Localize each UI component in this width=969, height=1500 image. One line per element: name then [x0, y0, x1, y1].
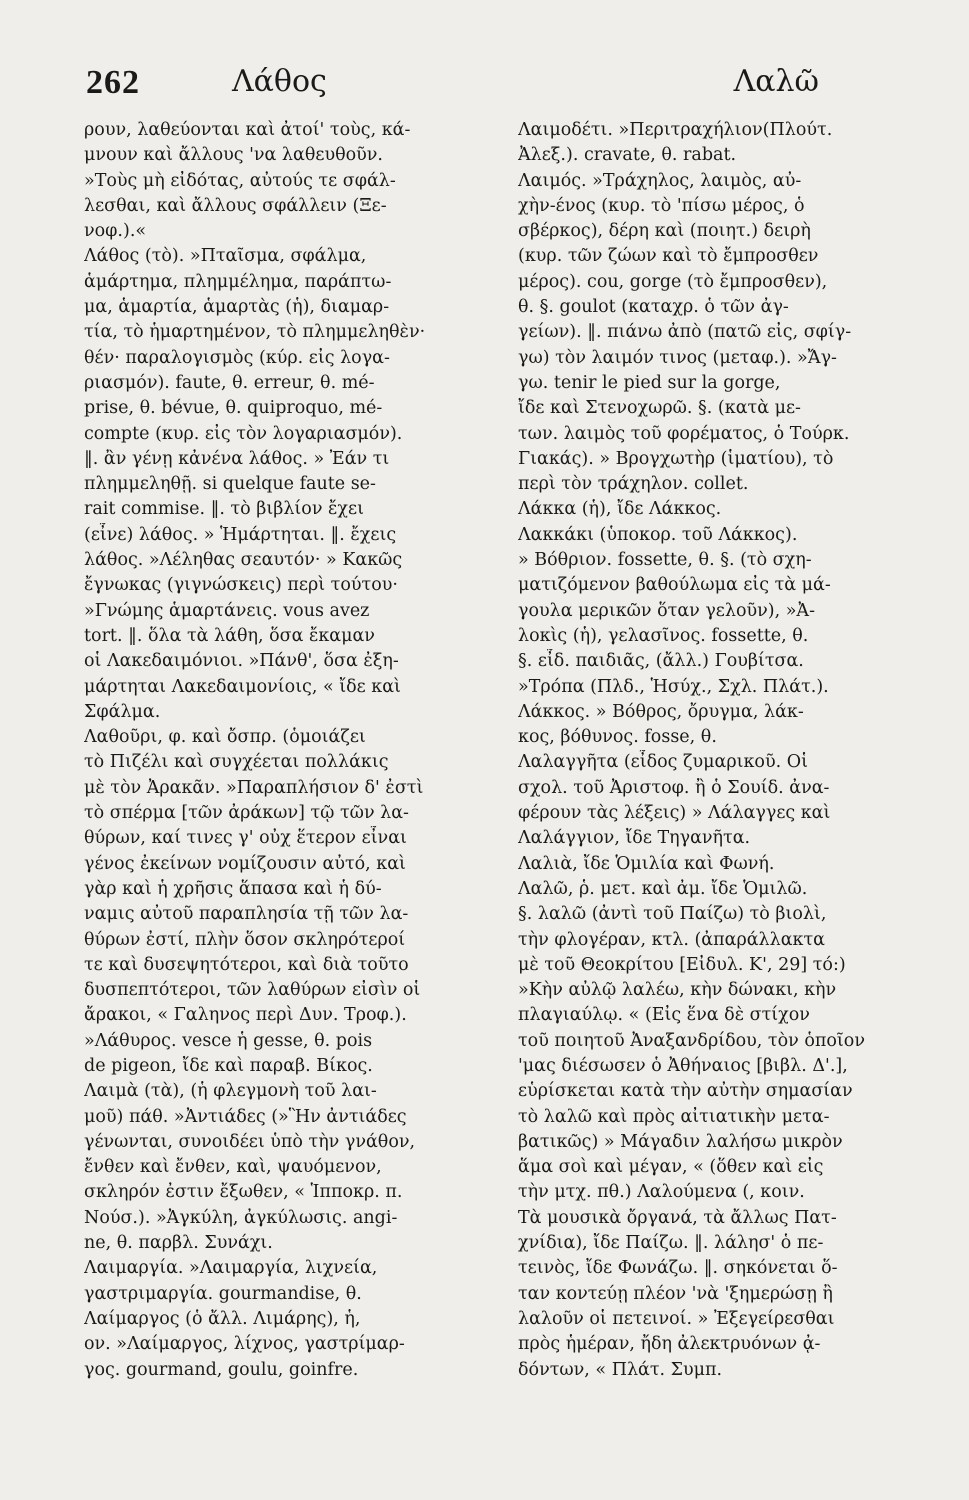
text-line: χὴν-ένος (κυρ. τὸ 'πίσω μέρος, ὁ: [518, 195, 805, 216]
text-line: λάθος. »Λέληθας σεαυτόν· » Κακῶς: [84, 550, 403, 571]
text-line: ἔνθεν καὶ ἔνθεν, καὶ, ψαυόμενον,: [84, 1157, 382, 1178]
text-line: Σφάλμα.: [84, 701, 161, 722]
text-line: βατικῶς) » Μάγαδιν λαλήσω μικρὸν: [518, 1131, 843, 1152]
right-guide-word: Λαλῶ: [733, 64, 819, 99]
text-line: »Λάθυρος. vesce ἡ gesse, θ. pois: [84, 1030, 373, 1051]
text-line: ne, θ. παρβλ. Συνάχι.: [84, 1233, 273, 1254]
text-line: λεσθαι, καὶ ἄλλους σφάλλειν (Ξε-: [84, 195, 387, 216]
left-guide-word: Λάθος: [232, 64, 327, 99]
left-column: [84, 118, 486, 1383]
text-line: θύρων ἐστί, πλὴν ὅσον σκληρότεροί: [84, 929, 406, 950]
text-line: ‖. ἂν γένῃ κἀνένα λάθος. » Ἐάν τι: [84, 448, 390, 469]
text-line: λαλοῦν οἱ πετεινοί. » Ἐξεγείρεσθαι: [518, 1308, 835, 1329]
text-line: »Τρόπα (Πλδ., Ἡσύχ., Σχλ. Πλάτ.).: [518, 676, 829, 697]
text-line: μνουν καὶ ἄλλους 'να λαθευθοῦν.: [84, 145, 383, 166]
text-line: 'μας διέσωσεν ὁ Ἀθήναιος [βιβλ. Δ'.],: [518, 1055, 848, 1076]
text-line: Λαλαγγῆτα (εἶδος ζυμαρικοῦ. Οἱ: [518, 752, 808, 773]
text-line: μὲ τοῦ Θεοκρίτου [Εἰδυλ. Κ', 29] τό:): [518, 954, 846, 975]
text-line: »Τοὺς μὴ εἰδότας, αὐτούς τε σφάλ-: [84, 170, 396, 191]
text-line: Λαλῶ, ῥ. μετ. καὶ ἀμ. ἴδε Ὁμιλῶ.: [518, 878, 808, 899]
text-line: τοῦ ποιητοῦ Ἀναξανδρίδου, τὸν ὁποῖον: [518, 1030, 865, 1051]
text-line: ρουν, λαθεύονται καὶ ἀτοί' τοὺς, κά-: [84, 120, 411, 140]
text-line: Ἀλεξ.). cravate, θ. rabat.: [518, 145, 737, 166]
text-line: θέν· παραλογισμὸς (κύρ. εἰς λογα-: [84, 347, 390, 368]
text-line: Λαλάγγιον, ἴδε Τηγανῆτα.: [518, 828, 751, 849]
text-line: Τὰ μουσικὰ ὄργανά, τὰ ἄλλως Πατ-: [518, 1207, 837, 1228]
text-line: τὴν μτχ. πθ.) Λαλούμενα (, κοιν.: [518, 1182, 805, 1203]
text-line: μέρος). cou, gorge (τὸ ἔμπροσθεν),: [518, 271, 828, 292]
text-line: περὶ τὸν τράχηλον. collet.: [518, 474, 749, 495]
text-line: δόντων, « Πλάτ. Συμπ.: [518, 1359, 723, 1380]
text-line: ταν κοντεύῃ πλέον 'νὰ 'ξημερώσῃ ἢ: [518, 1283, 833, 1304]
text-line: compte (κυρ. εἰς τὸν λογαριασμόν).: [84, 423, 403, 444]
right-column: [518, 118, 916, 1383]
text-line: τὸ λαλῶ καὶ πρὸς αἰτιατικὴν μετα-: [518, 1106, 830, 1127]
text-line: εὑρίσκεται κατὰ τὴν αὐτὴν σημασίαν: [518, 1081, 853, 1102]
text-line: (κυρ. τῶν ζώων καὶ τὸ ἔμπροσθεν: [518, 246, 819, 267]
text-line: §. λαλῶ (ἀντὶ τοῦ Παίζω) τὸ βιολὶ,: [518, 904, 827, 925]
text-line: Λακκάκι (ὑποκορ. τοῦ Λάκκος).: [518, 524, 798, 545]
text-line: πλημμεληθῇ. si quelque faute se-: [84, 474, 376, 495]
text-line: ριασμόν). faute, θ. erreur, θ. mé-: [84, 372, 375, 393]
text-line: Γιακάς). » Βρογχωτὴρ (ἱματίου), τὸ: [518, 448, 834, 469]
text-line: οἱ Λακεδαιμόνιοι. »Πάνθ', ὅσα ἐξη-: [84, 651, 399, 672]
text-line: prise, θ. bévue, θ. quiproquo, mé-: [84, 398, 383, 419]
text-line: σκληρόν ἐστιν ἔξωθεν, « Ἱπποκρ. π.: [84, 1182, 403, 1203]
text-line: Νούσ.). »Ἀγκύλη, ἀγκύλωσις. angi-: [84, 1207, 398, 1228]
text-line: δυσπεπτότεροι, τῶν λαθύρων εἰσὶν οἱ: [84, 980, 421, 1001]
text-line: »Κὴν αὐλῷ λαλέω, κὴν δώνακι, κὴν: [518, 980, 837, 1001]
text-line: ναμις αὐτοῦ παραπλησία τῇ τῶν λα-: [84, 904, 409, 925]
text-line: γουλα μερικῶν ὅταν γελοῦν), »Ἀ-: [518, 600, 815, 621]
text-line: τὸ Πιζέλι καὶ συγχέεται πολλάκις: [84, 752, 389, 773]
text-line: σχολ. τοῦ Ἀριστοφ. ἢ ὁ Σουίδ. ἀνα-: [518, 777, 830, 798]
text-line: Λαίμαργος (ὁ ἄλλ. Λιμάρης), ἡ,: [84, 1308, 361, 1329]
text-line: Λαθοῦρι, φ. καὶ ὄσπρ. (ὁμοιάζει: [84, 727, 366, 748]
text-line: γαστριμαργία. gourmandise, θ.: [84, 1283, 362, 1304]
text-line: λοκὶς (ἡ), γελασῖνος. fossette, θ.: [518, 625, 809, 646]
text-line: Λαιμός. »Τράχηλος, λαιμὸς, αὐ-: [518, 170, 802, 191]
text-line: τε καὶ δυσεψητότεροι, καὶ διὰ τοῦτο: [84, 954, 409, 975]
text-line: Λάκκα (ἡ), ἴδε Λάκκος.: [518, 499, 722, 520]
text-line: των. λαιμὸς τοῦ φορέματος, ὁ Τούρκ.: [518, 423, 850, 444]
text-line: τία, τὸ ἡμαρτημένον, τὸ πλημμεληθὲν·: [84, 322, 426, 343]
page-number: 262: [86, 64, 140, 101]
text-line: γος. gourmand, goulu, goinfre.: [84, 1359, 359, 1380]
text-line: γείων). ‖. πιάνω ἀπὸ (πατῶ εἰς, σφίγ-: [518, 322, 852, 343]
text-line: μα, ἁμαρτία, ἁμαρτὰς (ἡ), διαμαρ-: [84, 297, 390, 318]
text-line: σβέρκος), δέρη καὶ (ποιητ.) δειρὴ: [518, 221, 811, 242]
text-line: μὲ τὸν Ἀρακᾶν. »Παραπλήσιον δ' ἐστὶ: [84, 777, 424, 798]
text-line: Λαιμοδέτι. »Περιτραχήλιον(Πλούτ.: [518, 120, 833, 140]
text-line: τὸ σπέρμα [τῶν ἀράκων] τῷ τῶν λα-: [84, 803, 409, 824]
text-line: Λάθος (τὸ). »Πταῖσμα, σφάλμα,: [84, 246, 367, 267]
text-line: » Βόθριον. fossette, θ. §. (τὸ σχη-: [518, 550, 812, 571]
text-line: γένος ἐκείνων νομίζουσιν αὐτό, καὶ: [84, 853, 406, 874]
text-line: ἅμα σοὶ καὶ μέγαν, « (ὅθεν καὶ εἰς: [518, 1157, 824, 1178]
text-line: πλαγιαύλῳ. « (Εἰς ἕνα δὲ στίχον: [518, 1005, 810, 1026]
text-line: ἁμάρτημα, πλημμέλημα, παράπτω-: [84, 271, 392, 292]
text-line: πρὸς ἡμέραν, ἤδη ἀλεκτρυόνων ᾀ-: [518, 1334, 821, 1355]
text-line: de pigeon, ἴδε καὶ παραβ. Βίκος.: [84, 1055, 373, 1076]
text-line: ἄρακοι, « Γαληνος περὶ Δυν. Τροφ.).: [84, 1005, 407, 1026]
text-line: Λαιμὰ (τὰ), (ἡ φλεγμονὴ τοῦ λαι-: [84, 1081, 377, 1102]
text-line: Λάκκος. » Βόθρος, ὄρυγμα, λάκ-: [518, 701, 804, 722]
text-line: φέρουν τὰς λέξεις) » Λάλαγγες καὶ: [518, 803, 831, 824]
text-line: τεινὸς, ἴδε Φωνάζω. ‖. σηκόνεται ὅ-: [518, 1258, 838, 1279]
text-line: Λαιμαργία. »Λαιμαργία, λιχνεία,: [84, 1258, 378, 1279]
text-line: νοφ.).«: [84, 221, 147, 242]
text-line: tort. ‖. ὅλα τὰ λάθη, ὅσα ἔκαμαν: [84, 625, 375, 646]
text-line: »Γνώμης ἁμαρτάνεις. vous avez: [84, 600, 370, 621]
text-line: γω. tenir le pied sur la gorge,: [518, 372, 781, 393]
text-line: μάρτηται Λακεδαιμονίοις, « ἴδε καὶ: [84, 676, 401, 697]
text-line: γω) τὸν λαιμόν τινος (μεταφ.). »Ἄγ-: [518, 347, 837, 368]
text-line: §. εἶδ. παιδιᾶς, (ἄλλ.) Γουβίτσα.: [518, 651, 804, 672]
text-line: κος, βόθυνος. fosse, θ.: [518, 727, 717, 748]
text-line: Λαλιὰ, ἴδε Ὁμιλία καὶ Φωνή.: [518, 853, 775, 874]
text-line: ἔγνωκας (γιγνώσκεις) περὶ τούτου·: [84, 575, 398, 596]
text-line: τὴν φλογέραν, κτλ. (ἀπαράλλακτα: [518, 929, 825, 950]
text-line: γὰρ καὶ ἡ χρῆσις ἅπασα καὶ ἡ δύ-: [84, 878, 382, 899]
text-line: (εἶνε) λάθος. » Ἡμάρτηται. ‖. ἔχεις: [84, 524, 397, 545]
text-line: θ. §. goulot (καταχρ. ὁ τῶν ἀγ-: [518, 297, 789, 318]
text-line: χνίδια), ἴδε Παίζω. ‖. λάλησ' ὁ πε-: [518, 1233, 824, 1254]
text-line: ον. »Λαίμαργος, λίχνος, γαστρίμαρ-: [84, 1334, 405, 1355]
text-line: γένωνται, συνοιδέει ὑπὸ τὴν γνάθον,: [84, 1131, 416, 1152]
text-line: rait commise. ‖. τὸ βιβλίον ἔχει: [84, 499, 364, 520]
text-line: ματιζόμενον βαθούλωμα εἰς τὰ μά-: [518, 575, 831, 596]
text-line: θύρων, καί τινες γ' οὐχ ἕτερον εἶναι: [84, 828, 407, 849]
text-line: ἴδε καὶ Στενοχωρῶ. §. (κατὰ με-: [518, 398, 801, 419]
text-line: μοῦ) πάθ. »Ἀντιάδες (»Ἣν ἀντιάδες: [84, 1106, 407, 1127]
